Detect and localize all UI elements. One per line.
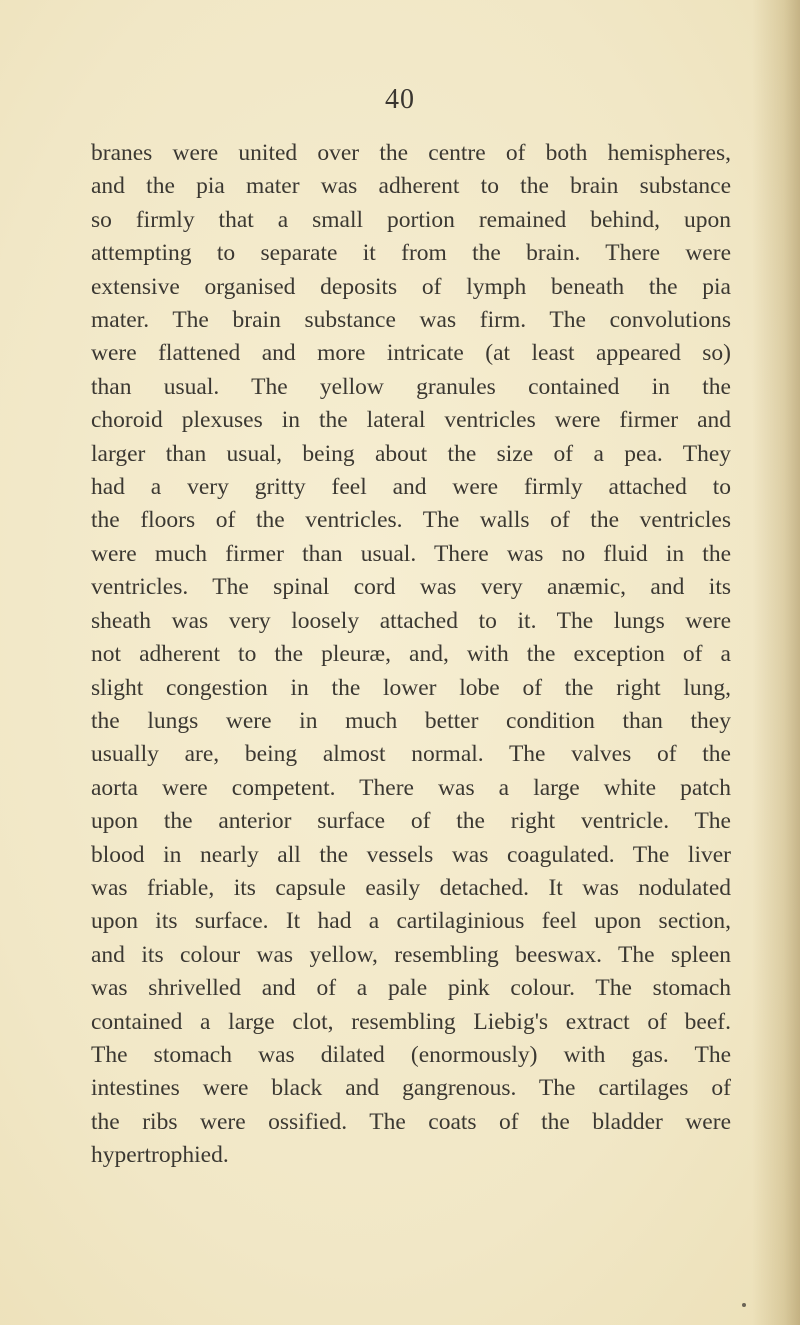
page-number: 40 <box>385 84 415 115</box>
text-line: the lungs were in much better condition than they <box>91 707 731 734</box>
text-line: mater. The brain substance was firm. The convolutions <box>91 307 731 334</box>
text-line: branes were united over the centre of both hemispheres, <box>91 140 731 166</box>
text-line: the floors of the ventricles. The walls of the ventricles <box>91 507 731 534</box>
text-line: sheath was very loosely attached to it. The lungs were <box>91 607 731 634</box>
text-line: contained a large clot, resembling Liebig's extract of beef. <box>91 1008 731 1035</box>
text-line: blood in nearly all the vessels was coagulated. The liver <box>91 841 731 868</box>
text-line: larger than usual, being about the size of a pea. They <box>91 440 731 467</box>
text-line: not adherent to the pleuræ, and, with the exception of a <box>91 641 731 668</box>
text-line: had a very gritty feel and were firmly attached to <box>91 474 731 501</box>
text-line: ventricles. The spinal cord was very anæmic, and its <box>91 574 731 601</box>
text-line: were flattened and more intricate (at least appeared so) <box>91 340 731 367</box>
text-line: extensive organised deposits of lymph beneath the pia <box>91 273 731 300</box>
text-line: was friable, its capsule easily detached. It was nodulated <box>91 874 731 901</box>
text-line-last: hypertrophied. <box>91 1142 229 1169</box>
text-line: were much firmer than usual. There was no fluid in the <box>91 540 731 567</box>
text-line: so firmly that a small portion remained behind, upon <box>91 206 731 233</box>
text-line: usually are, being almost normal. The valves of the <box>91 741 731 768</box>
text-line: upon the anterior surface of the right ventricle. The <box>91 808 731 835</box>
text-line: upon its surface. It had a cartilaginious feel upon section, <box>91 908 731 935</box>
text-line: choroid plexuses in the lateral ventricles were firmer and <box>91 407 731 434</box>
text-line: the ribs were ossified. The coats of the bladder were <box>91 1108 731 1135</box>
text-line: attempting to separate it from the brain. There were <box>91 240 731 267</box>
text-line: and its colour was yellow, resembling beeswax. The spleen <box>91 941 731 968</box>
text-line: aorta were competent. There was a large white patch <box>91 774 731 801</box>
paper-speck <box>742 1303 746 1307</box>
text-line: slight congestion in the lower lobe of the right lung, <box>91 674 731 701</box>
text-line: intestines were black and gangrenous. The cartilages of <box>91 1075 731 1102</box>
text-line: than usual. The yellow granules contained in the <box>91 373 731 400</box>
body-paragraph <box>91 137 731 1173</box>
text-line: and the pia mater was adherent to the brain substance <box>91 173 731 200</box>
text-line: was shrivelled and of a pale pink colour. The stomach <box>91 975 731 1002</box>
text-line: The stomach was dilated (enormously) with gas. The <box>91 1041 731 1068</box>
